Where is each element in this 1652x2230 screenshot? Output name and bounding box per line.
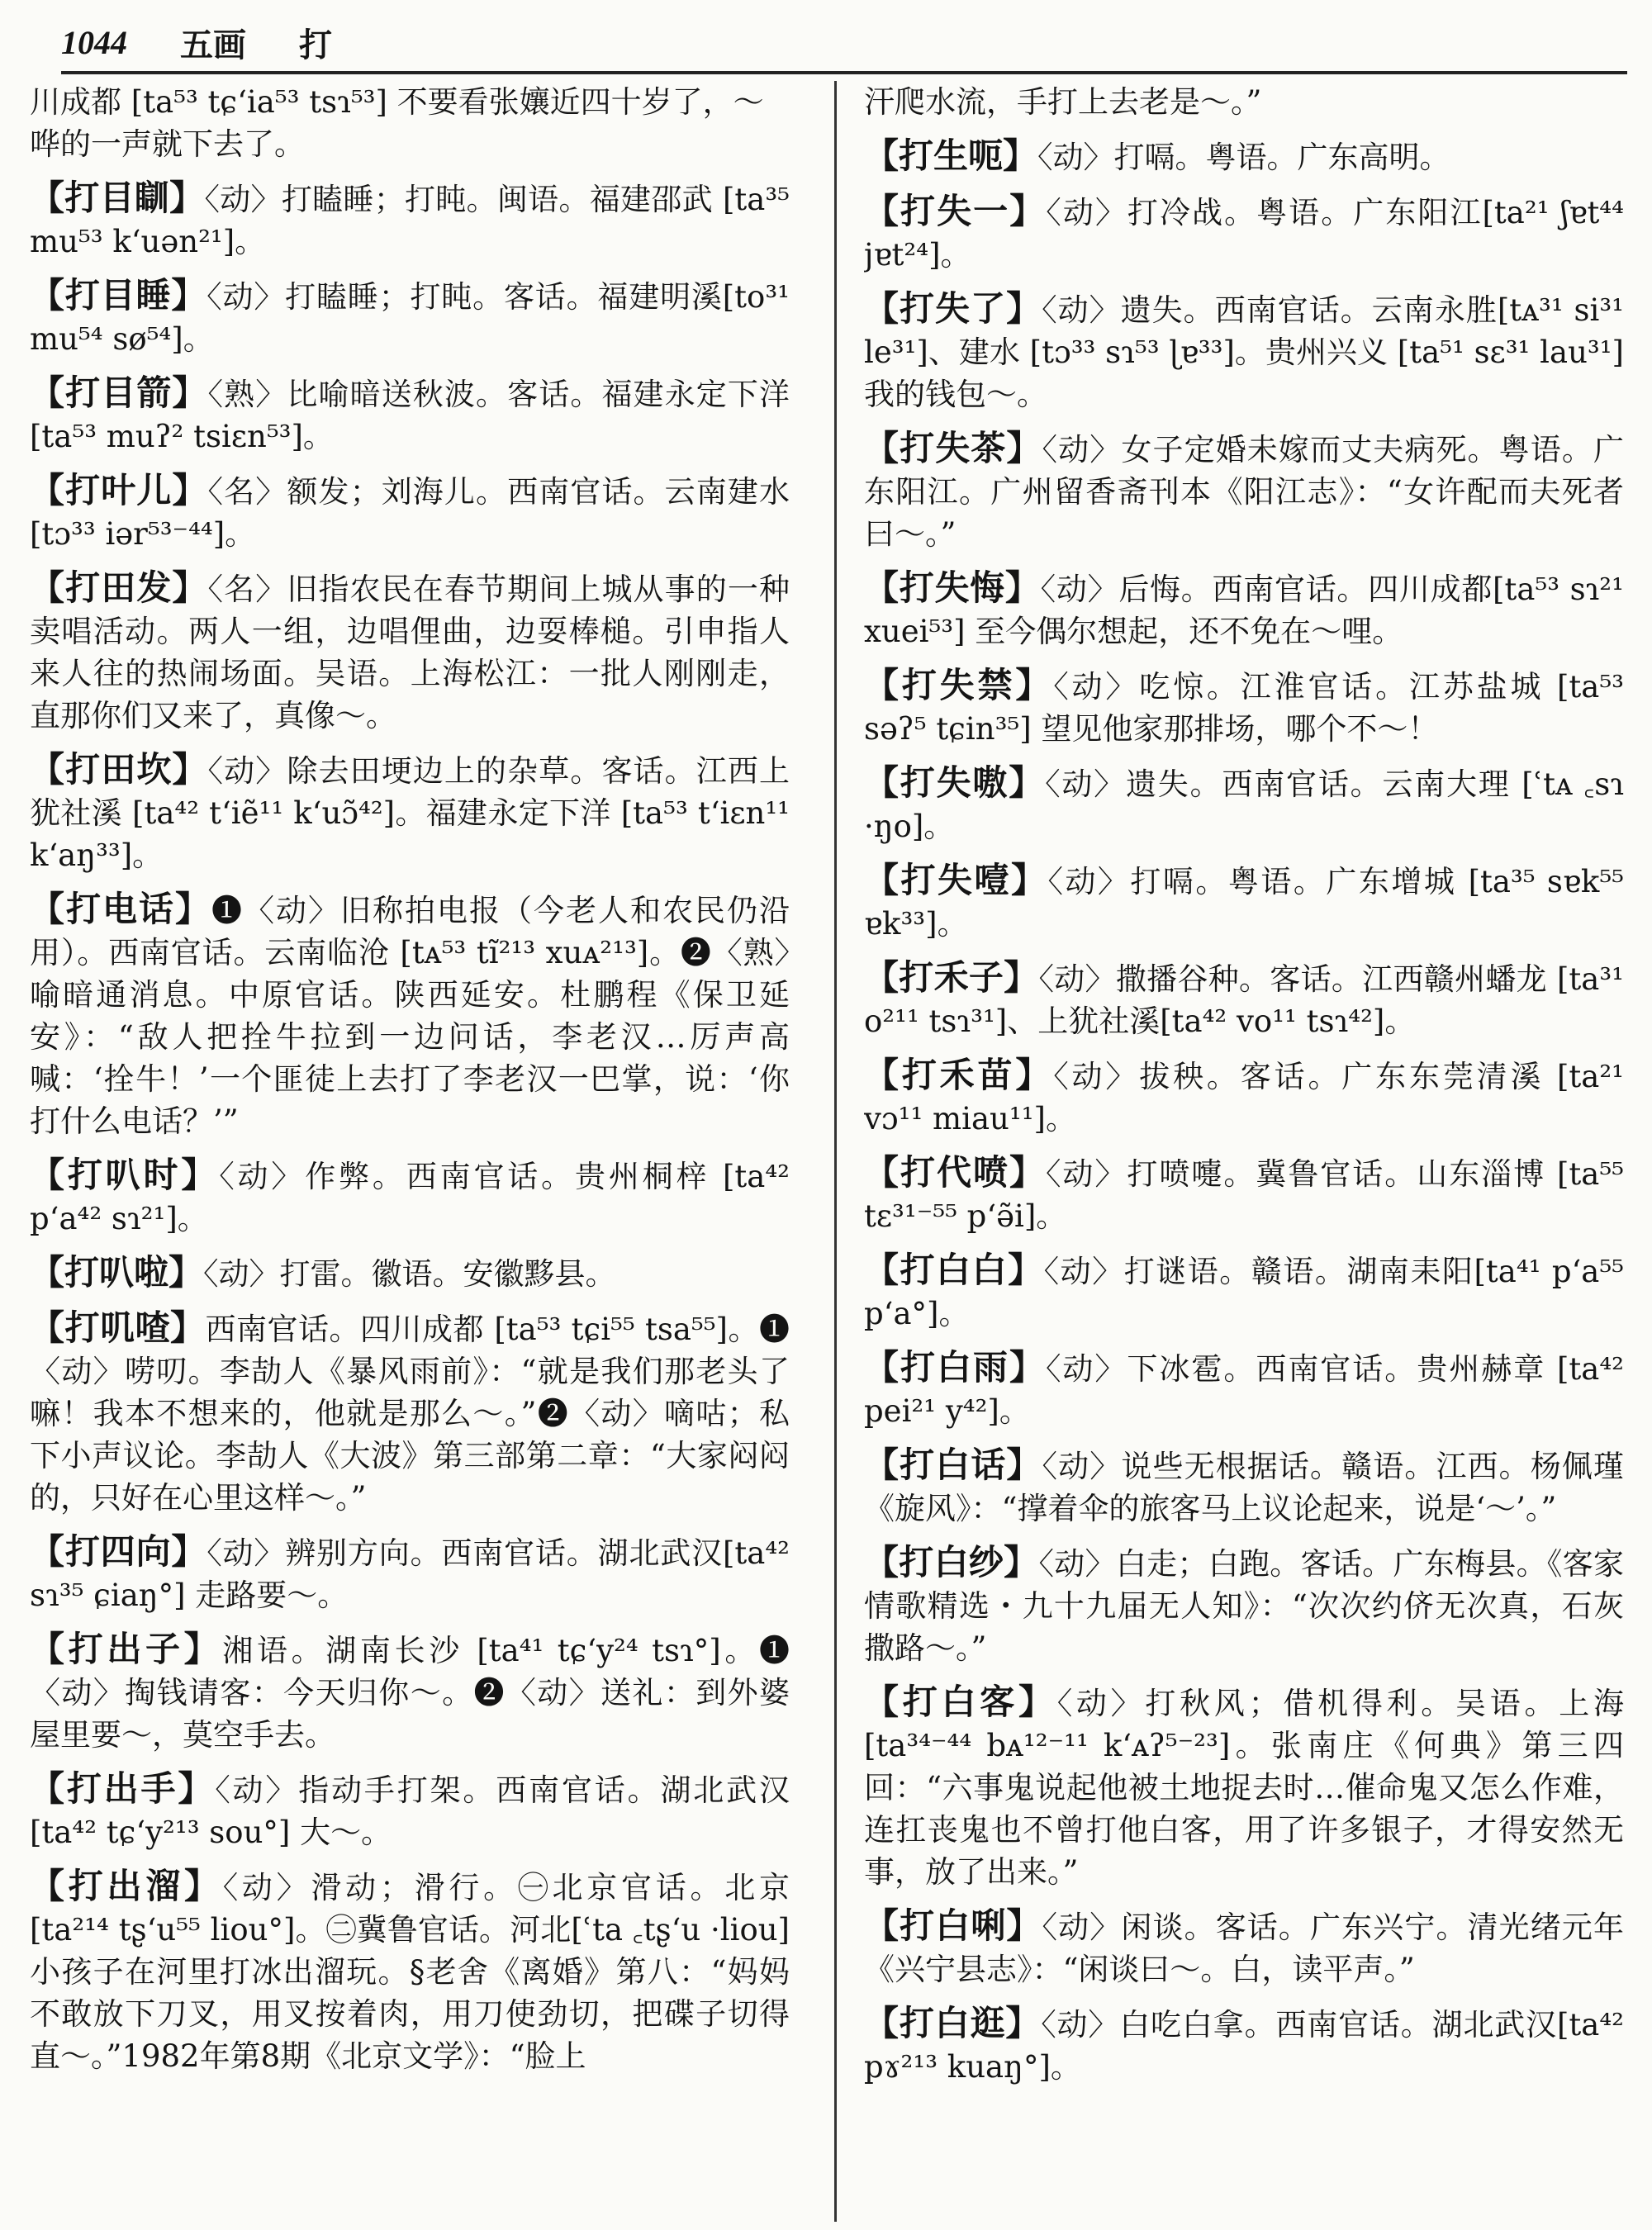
dictionary-entry <box>30 1767 790 1853</box>
dictionary-entry <box>864 1249 1624 1335</box>
right-continuation: 汗爬水流，手打上去老是～。” <box>864 84 1262 120</box>
entry-headword: 【打田发】 <box>30 567 208 608</box>
left-entries <box>30 177 790 2077</box>
entry-headword: 【打失嗷】 <box>864 762 1046 803</box>
entry-definition: 〈动〉闲谈。客话。广东兴宁。清光绪元年《兴宁县志》：“闲谈曰～。白，读平声。” <box>864 1910 1624 1987</box>
dictionary-entry <box>864 567 1624 652</box>
dictionary-entry <box>864 135 1624 178</box>
dictionary-entry <box>864 190 1624 276</box>
entry-headword: 【打叭啦】 <box>30 1252 204 1293</box>
entry-definition: 〈动〉吃惊。江淮官话。江苏盐城 [ta⁵³ səʔ⁵ tɕin³⁵] 望见他家那排场，哪个不～！ <box>864 669 1624 747</box>
entry-headword: 【打四向】 <box>30 1531 207 1572</box>
entry-headword: 【打失茶】 <box>864 428 1042 468</box>
dictionary-entry <box>30 1865 790 2077</box>
section-label: 五画 <box>180 25 246 64</box>
entry-definition: 〈动〉女子定婚未嫁而丈夫病死。粤语。广东阳江。广州留香斋刊本《阳江志》：“女许配而夫死者曰～。” <box>864 432 1624 552</box>
dictionary-entry <box>30 748 790 876</box>
entry-headword: 【打失了】 <box>864 288 1042 329</box>
dictionary-entry <box>30 177 790 263</box>
entry-definition: 〈动〉说些无根据话。赣语。江西。杨佩瑾《旋风》：“撑着伞的旅客马上议论起来，说是‘～’。” <box>864 1449 1624 1526</box>
entry-headword: 【打禾苗】 <box>864 1055 1054 1095</box>
dictionary-entry <box>864 1681 1624 1893</box>
dictionary-entry <box>30 567 790 737</box>
entry-headword: 【打白客】 <box>864 1682 1057 1722</box>
entry-definition: 〈动〉下冰雹。西南官话。贵州赫章 [ta⁴² pei²¹ y⁴²]。 <box>864 1351 1624 1429</box>
entry-headword: 【打目箭】 <box>30 372 208 413</box>
entry-headword: 【打白纱】 <box>864 1542 1039 1582</box>
entry-definition: 〈动〉打瞌睡；打盹。闽语。福建邵武 [ta³⁵ mu⁵³ kʻuən²¹]。 <box>30 182 790 259</box>
entry-headword: 【打代喷】 <box>864 1152 1046 1193</box>
entry-definition: 〈动〉除去田埂边上的杂草。客话。江西上犹社溪 [ta⁴² tʻiẽ¹¹ kʻuɔ̃⁴²]。福建永定下洋 [ta⁵³ tʻiɛn¹¹ kʻaŋ³³]。 <box>30 753 790 873</box>
entry-headword: 【打叽喳】 <box>30 1307 206 1348</box>
entry-definition: 〈动〉白吃白拿。西南官话。湖北武汉[ta⁴² pɤ²¹³ kuaŋ°]。 <box>864 2007 1624 2085</box>
entry-headword: 【打生呃】 <box>864 135 1038 176</box>
entry-definition: 〈动〉打谜语。赣语。湖南耒阳[ta⁴¹ pʻa⁵⁵ pʻa°]。 <box>864 1254 1624 1331</box>
entry-definition: 〈动〉打嗝。粤语。广东高明。 <box>1037 140 1450 175</box>
entry-headword: 【打白逛】 <box>864 2003 1042 2043</box>
entry-headword: 【打白雨】 <box>864 1347 1046 1388</box>
dictionary-entry <box>864 664 1624 750</box>
dictionary-entry <box>30 372 790 458</box>
entry-headword: 【打出手】 <box>30 1768 216 1809</box>
dictionary-entry <box>864 427 1624 555</box>
entry-headword: 【打出子】 <box>30 1629 223 1669</box>
entry-definition: ❶〈动〉旧称拍电报（今老人和农民仍沿用）。西南官话。云南临沧 [tᴀ⁵³ tĩ²¹³ xuᴀ²¹³]。❷〈熟〉喻暗通消息。中原官话。陕西延安。杜鹏程《保卫延安》：“敌人把拴牛拉到一边问话，李老汉…厉声高喊：‘拴牛！’一个匪徒上去打了李老汉一巴掌，说：‘你打什么电话？’” <box>30 893 790 1139</box>
dictionary-entry <box>30 1251 790 1295</box>
dictionary-entry <box>30 274 790 360</box>
right-entries <box>864 135 1624 2088</box>
dictionary-entry <box>864 1151 1624 1237</box>
dictionary-entry <box>30 1628 790 1756</box>
entry-headword: 【打白话】 <box>864 1445 1042 1485</box>
column-divider <box>834 81 837 2222</box>
entry-definition: 〈动〉拔秧。客话。广东东莞清溪 [ta²¹ vɔ¹¹ miau¹¹]。 <box>864 1059 1624 1136</box>
left-column <box>30 81 790 2222</box>
entry-definition: 〈动〉打喷嚏。冀鲁官话。山东淄博 [ta⁵⁵ tɛ³¹⁻⁵⁵ pʻə̃i]。 <box>864 1156 1624 1234</box>
entry-definition: 〈动〉辨别方向。西南官话。湖北武汉[ta⁴² sɿ³⁵ ɕiaŋ°] 走路要～。 <box>30 1535 790 1613</box>
section-character: 打 <box>299 25 332 64</box>
dictionary-entry <box>864 1541 1624 1669</box>
dictionary-entry <box>30 1307 790 1519</box>
entry-headword: 【打失悔】 <box>864 567 1041 608</box>
header-rule <box>61 71 1627 74</box>
page-number: 1044 <box>61 23 127 61</box>
entry-headword: 【打失噎】 <box>864 860 1048 900</box>
entry-definition: 〈动〉打雷。徽语。安徽黟县。 <box>203 1256 616 1292</box>
dictionary-entry <box>864 2002 1624 2088</box>
dictionary-entry <box>30 1530 790 1616</box>
page-header <box>61 17 1614 68</box>
dictionary-entry <box>864 956 1624 1042</box>
entry-headword: 【打目瞓】 <box>30 178 205 218</box>
entry-definition: 〈动〉遗失。西南官话。云南永胜[tᴀ³¹ si³¹ le³¹]、建水 [tɔ³³ sɿ⁵³ ɭɐ³³]。贵州兴义 [ta⁵¹ sɛ³¹ lau³¹] 我的钱包～。 <box>864 292 1624 412</box>
entry-definition: 湘语。湖南长沙 [ta⁴¹ tɕʻy²⁴ tsɿ°]。❶〈动〉掏钱请客：今天归你～。❷〈动〉送礼：到外婆屋里要～，莫空手去。 <box>30 1633 790 1753</box>
left-continuation: 川成都 [ta⁵³ tɕʻia⁵³ tsɿ⁵³] 不要看张孃近四十岁了，～哗的一声就下去了。 <box>30 84 764 162</box>
entry-definition: 〈名〉额发；刘海儿。西南官话。云南建水 [tɔ³³ iər⁵³⁻⁴⁴]。 <box>30 474 790 552</box>
entry-definition: 西南官话。四川成都 [ta⁵³ tɕi⁵⁵ tsa⁵⁵]。❶〈动〉唠叨。李劼人《暴风雨前》：“就是我们那老头了嘛！我本不想来的，他就是那么～。”❷〈动〉嘀咕；私下小声议论。李劼人《大波》第三部第二章：“大家闷闷的，只好在心里这样～。” <box>30 1312 790 1516</box>
dictionary-entry <box>864 859 1624 945</box>
entry-definition: 〈动〉打瞌睡；打盹。客话。福建明溪[to³¹ mu⁵⁴ sø⁵⁴]。 <box>30 279 790 357</box>
dictionary-entry <box>30 1154 790 1240</box>
entry-headword: 【打白唎】 <box>864 1905 1042 1946</box>
entry-headword: 【打叭时】 <box>30 1155 220 1195</box>
entry-definition: 〈熟〉比喻暗送秋波。客话。福建永定下洋 [ta⁵³ muʔ² tsiɛn⁵³]。 <box>30 377 790 454</box>
entry-headword: 【打失一】 <box>864 191 1047 231</box>
dictionary-entry <box>30 888 790 1142</box>
right-column <box>864 81 1624 2222</box>
entry-definition: 〈动〉打冷战。粤语。广东阳江[ta²¹ ʃɐt⁴⁴ jɐt²⁴]。 <box>864 195 1624 273</box>
entry-headword: 【打叶儿】 <box>30 470 208 510</box>
entry-definition: 〈动〉作弊。西南官话。贵州桐梓 [ta⁴² pʻa⁴² sɿ²¹]。 <box>30 1159 790 1236</box>
entry-headword: 【打白白】 <box>864 1250 1044 1290</box>
dictionary-entry <box>864 1905 1624 1990</box>
dictionary-entry <box>864 762 1624 847</box>
dictionary-entry <box>864 1444 1624 1530</box>
dictionary-entry <box>864 1054 1624 1140</box>
entry-headword: 【打失禁】 <box>864 665 1054 705</box>
dictionary-entry <box>864 1346 1624 1432</box>
entry-headword: 【打田坎】 <box>30 749 208 790</box>
entry-headword: 【打禾子】 <box>864 957 1039 998</box>
entry-headword: 【打目睡】 <box>30 275 207 316</box>
entry-definition: 〈动〉滑动；滑行。㊀北京官话。北京 [ta²¹⁴ tʂʻu⁵⁵ liou°]。㊁冀鲁官话。河北[ʿta ꜀tʂʻu ·liou] 小孩子在河里打冰出溜玩。§老舍《离婚》第八：“妈妈不敢放下刀叉，用叉按着肉，用刀使劲切，把碟子切得直～。”1982年第8期《北京文学》：“脸上 <box>30 1870 790 2074</box>
entry-headword: 【打电话】 <box>30 889 211 929</box>
entry-definition: 〈动〉指动手打架。西南官话。湖北武汉 [ta⁴² tɕʻy²¹³ sou°] 大～。 <box>30 1772 790 1850</box>
entry-definition: 〈动〉打嗝。粤语。广东增城 [ta³⁵ sɐk⁵⁵ ɐk³³]。 <box>864 864 1624 942</box>
entry-definition: 〈名〉旧指农民在春节期间上城从事的一种卖唱活动。两人一组，边唱俚曲，边耍棒槌。引申指人来人往的热闹场面。吴语。上海松江：一批人刚刚走，直那你们又来了，真像～。 <box>30 572 790 733</box>
entry-definition: 〈动〉后悔。西南官话。四川成都[ta⁵³ sɿ²¹ xuei⁵³] 至今偶尔想起，还不免在～哩。 <box>864 572 1624 649</box>
dictionary-entry <box>864 287 1624 415</box>
entry-definition: 〈动〉白走；白跑。客话。广东梅县。《客家情歌精选・九十九届无人知》：“次次约侪无次真，石灰撒路～。” <box>864 1546 1624 1666</box>
dictionary-entry <box>30 469 790 555</box>
entry-definition: 〈动〉打秋风；借机得利。吴语。上海[ta³⁴⁻⁴⁴ bᴀ¹²⁻¹¹ kʻᴀʔ⁵⁻²³]。张南庄《何典》第三四回：“六事鬼说起他被土地捉去时…催命鬼又怎么作难，连扛丧鬼也不曾打他白客，用了许多银子，才得安然无事，放了出来。” <box>864 1686 1624 1890</box>
entry-headword: 【打出溜】 <box>30 1866 223 1906</box>
entry-definition: 〈动〉撒播谷种。客话。江西赣州蟠龙 [ta³¹ o²¹¹ tsɿ³¹]、上犹社溪[ta⁴² vo¹¹ tsɿ⁴²]。 <box>864 961 1624 1039</box>
entry-definition: 〈动〉遗失。西南官话。云南大理 [ʿtᴀ ꜀sɿ ·ŋo]。 <box>864 766 1624 844</box>
